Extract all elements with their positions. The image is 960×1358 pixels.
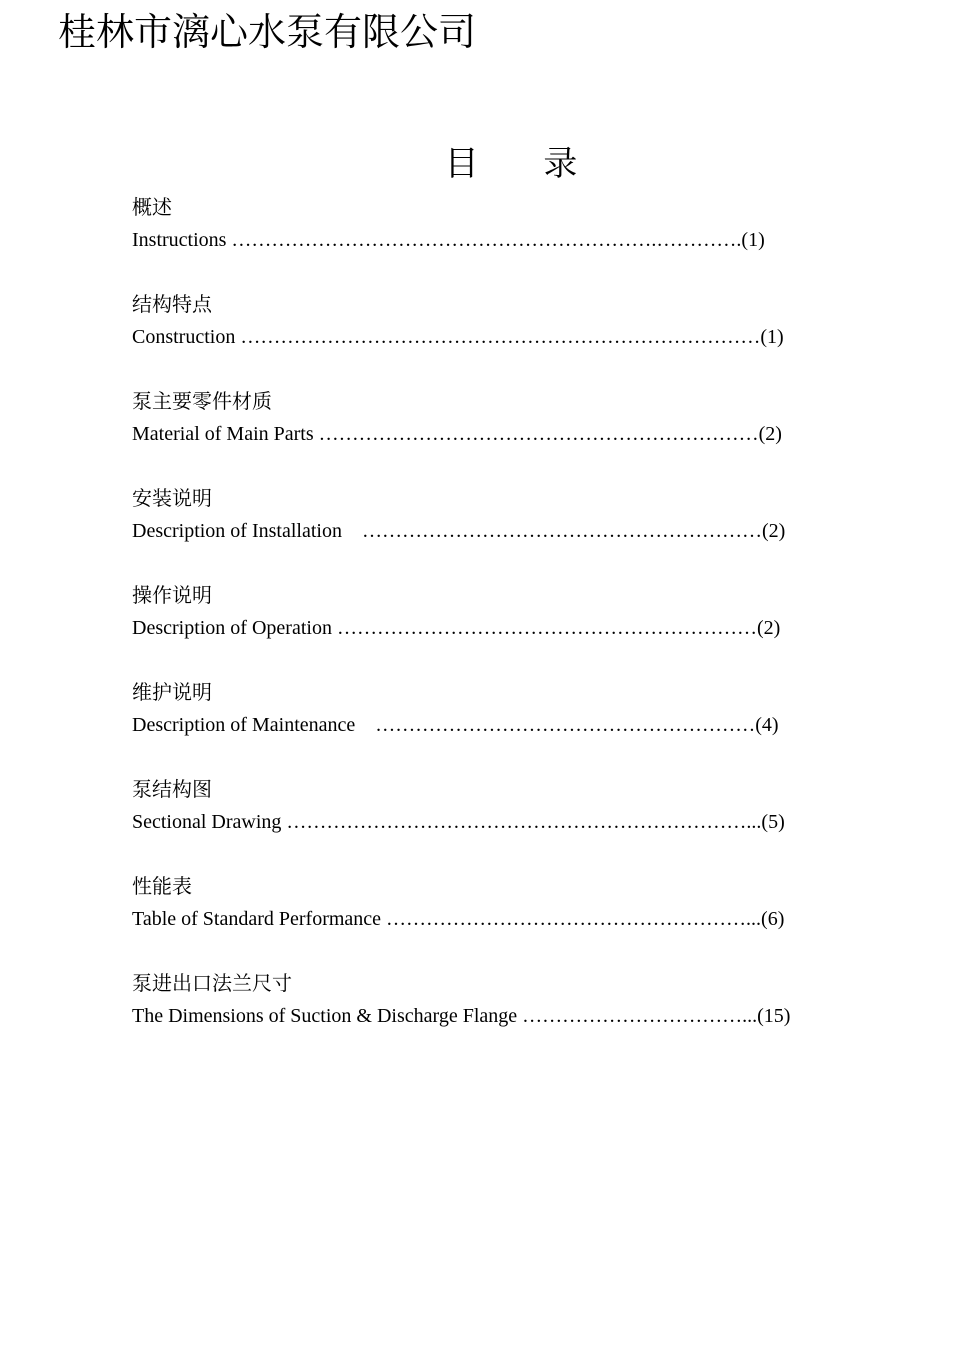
toc-entry-english-line: Table of Standard Performance ………………………………………………...(6) bbox=[132, 908, 785, 930]
toc-entry-english-line: Material of Main Parts …………………………………………………………(2) bbox=[132, 423, 782, 445]
toc-entry-chinese-title: 概述 bbox=[132, 195, 172, 219]
toc-entry-english-line: Instructions ……………………………………………………….………….(1) bbox=[132, 229, 765, 251]
toc-entry-chinese-title: 性能表 bbox=[132, 874, 192, 898]
toc-entry-chinese-title: 结构特点 bbox=[132, 292, 212, 316]
toc-entry-performance[interactable] bbox=[132, 871, 892, 968]
toc-entry-english-line: Construction ……………………………………………………………………(1) bbox=[132, 326, 784, 348]
company-name: 桂林市漓心水泵有限公司 bbox=[58, 10, 477, 54]
toc-entry-sectional-drawing[interactable] bbox=[132, 774, 892, 871]
toc-title: 目 录 bbox=[444, 144, 578, 184]
toc-entry-maintenance[interactable] bbox=[132, 677, 892, 774]
toc-entry-chinese-title: 泵结构图 bbox=[132, 777, 212, 801]
toc-entry-chinese-title: 泵主要零件材质 bbox=[132, 389, 272, 413]
toc-entry-material[interactable] bbox=[132, 386, 892, 483]
toc-entry-chinese-title: 操作说明 bbox=[132, 583, 212, 607]
toc-entry-chinese-title: 泵进出口法兰尺寸 bbox=[132, 971, 292, 995]
toc-entry-operation[interactable] bbox=[132, 580, 892, 677]
toc-entry-english-line: Sectional Drawing ……………………………………………………………...(5) bbox=[132, 811, 785, 833]
toc-entry-instructions[interactable] bbox=[132, 192, 892, 289]
toc-entry-chinese-title: 维护说明 bbox=[132, 680, 212, 704]
toc-entry-flange-dimensions[interactable] bbox=[132, 968, 892, 1065]
toc-entry-construction[interactable] bbox=[132, 289, 892, 386]
toc-entry-chinese-title: 安装说明 bbox=[132, 486, 212, 510]
toc-entry-english-line: Description of Operation ………………………………………………………(2) bbox=[132, 617, 781, 639]
toc-entry-english-line: The Dimensions of Suction & Discharge Flange ……………………………...(15) bbox=[132, 1005, 791, 1027]
toc-entry-english-line: Description of Installation ……………………………………………………(2) bbox=[132, 520, 786, 542]
toc-entry-installation[interactable] bbox=[132, 483, 892, 580]
toc-list bbox=[132, 192, 892, 1065]
toc-entry-english-line: Description of Maintenance …………………………………………………(4) bbox=[132, 714, 779, 736]
